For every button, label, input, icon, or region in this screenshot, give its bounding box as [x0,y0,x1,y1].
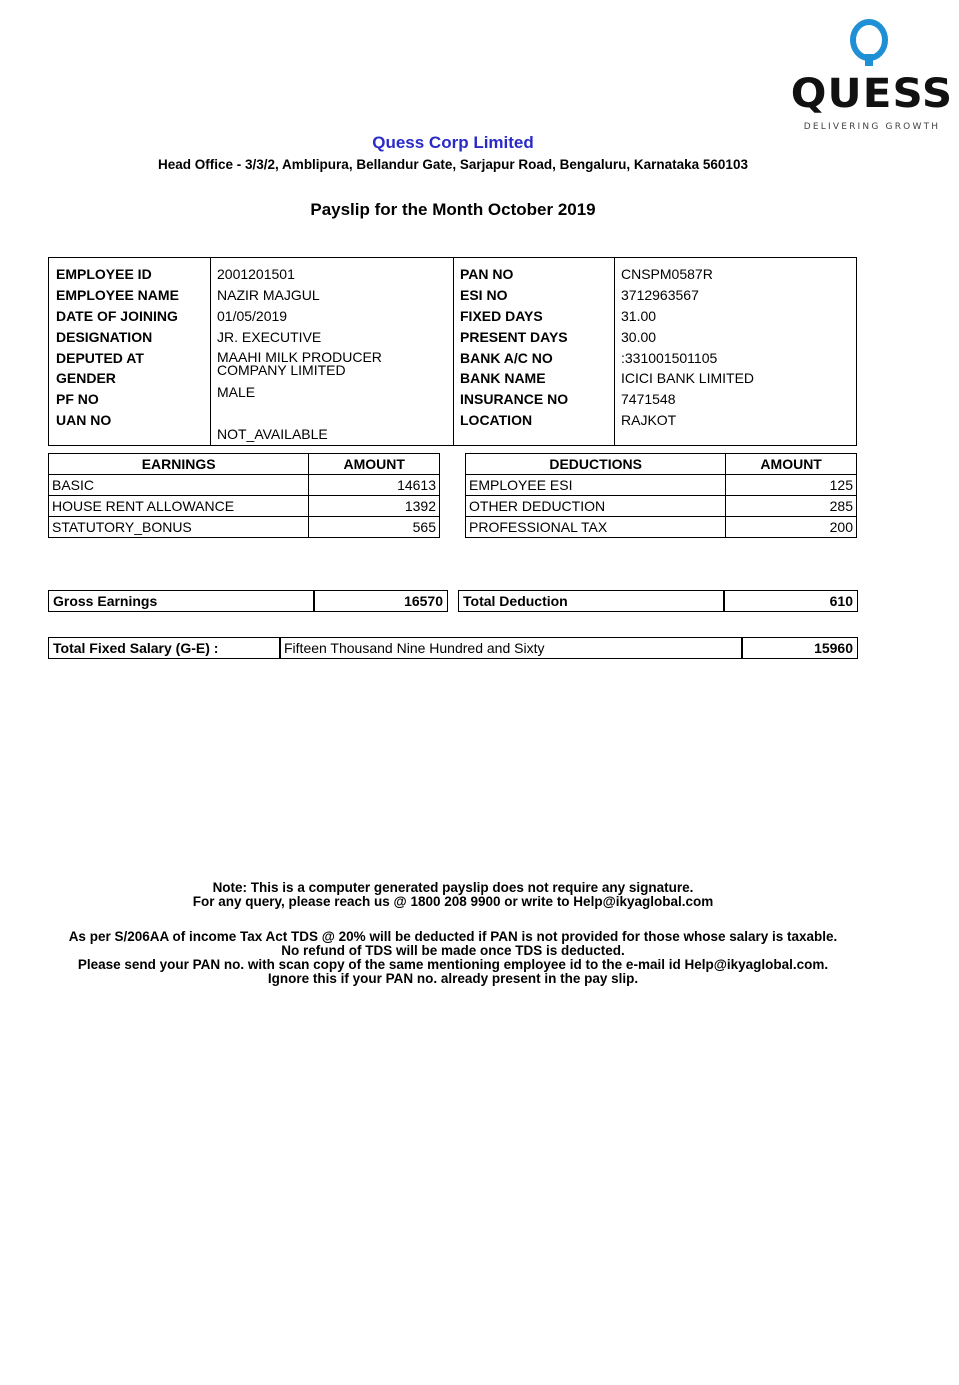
table-row [49,475,440,496]
logo-tagline: DELIVERING GROWTH [803,122,941,132]
deduction-label: PROFESSIONAL TAX [466,517,726,538]
employee-id-label: EMPLOYEE ID [56,266,152,282]
note-signature: Note: This is a computer generated payslip does not require any signature. [212,880,694,895]
deputed-value: MAAHI MILK PRODUCER COMPANY LIMITED [217,349,382,378]
tds-note-3: Please send your PAN no. with scan copy of the same mentioning employee id to the e-mail id Help@ikyaglobal.com. [77,957,829,972]
gender-label: GENDER [56,370,116,386]
bank-ac-value: :331001501105 [621,350,718,366]
tds-note-2: No refund of TDS will be made once TDS is deducted. [281,943,625,958]
table-row [49,496,440,517]
total-deduction-label-cell [458,590,725,612]
esi-label: ESI NO [460,287,508,303]
gross-earnings-label-cell [48,590,315,612]
quess-logo [790,18,954,132]
employee-info-box [48,257,857,446]
present-days-label: PRESENT DAYS [460,329,568,345]
gross-earnings-value-cell [313,590,448,612]
location-label: LOCATION [460,412,533,428]
deduction-label: EMPLOYEE ESI [466,475,726,496]
deductions-header: DEDUCTIONS [466,454,726,475]
present-days-value: 30.00 [621,329,657,345]
fixed-salary-words: Fifteen Thousand Nine Hundred and Sixty [284,640,545,656]
fixed-days-value: 31.00 [621,308,657,324]
logo-wordmark: QUESS [790,71,954,117]
note-contact: For any query, please reach us @ 1800 208 9900 or write to Help@ikyaglobal.com [192,894,714,909]
deduction-amount: 200 [726,517,857,538]
table-row [466,496,857,517]
bank-name-label: BANK NAME [460,370,546,386]
total-deduction-label: Total Deduction [463,593,568,609]
gross-earnings-label: Gross Earnings [53,593,158,609]
insurance-label: INSURANCE NO [460,391,569,407]
fixed-salary-label: Total Fixed Salary (G-E) : [53,640,219,656]
fixed-salary-words-cell [279,637,743,659]
fixed-salary-value-cell [741,637,858,659]
table-row [49,517,440,538]
gross-earnings-value: 16570 [404,593,443,609]
table-row [466,517,857,538]
deputed-label: DEPUTED AT [56,350,144,366]
total-deduction-value: 610 [829,593,853,609]
employee-name-label: EMPLOYEE NAME [56,287,179,303]
insurance-value: 7471548 [621,391,676,407]
divider [210,258,211,445]
fixed-salary-label-cell [48,637,281,659]
pf-label: PF NO [56,391,99,407]
quess-q-icon [848,18,894,68]
gender-value: MALE [217,384,256,400]
earnings-amount-header: AMOUNT [309,454,440,475]
earning-amount: 14613 [309,475,440,496]
tds-note-1: As per S/206AA of income Tax Act TDS @ 20% will be deducted if PAN is not provided for those whose salary is taxable. [68,929,838,944]
bank-ac-label: BANK A/C NO [460,350,553,366]
pan-label: PAN NO [460,266,514,282]
fixed-days-label: FIXED DAYS [460,308,543,324]
earning-label: BASIC [49,475,309,496]
divider [614,258,615,445]
esi-value: 3712963567 [621,287,699,303]
divider [453,258,454,445]
deduction-amount: 285 [726,496,857,517]
earning-amount: 565 [309,517,440,538]
deductions-amount-header: AMOUNT [726,454,857,475]
tds-note-4: Ignore this if your PAN no. already present in the pay slip. [267,971,639,986]
doj-value: 01/05/2019 [217,308,288,324]
earning-amount: 1392 [309,496,440,517]
designation-label: DESIGNATION [56,329,153,345]
deductions-table [465,453,857,538]
earning-label: STATUTORY_BONUS [49,517,309,538]
doj-label: DATE OF JOINING [56,308,178,324]
company-address: Head Office - 3/3/2, Amblipura, Bellandur Gate, Sarjapur Road, Bengaluru, Karnataka 560103 [158,157,748,172]
designation-value: JR. EXECUTIVE [217,329,322,345]
employee-name-value: NAZIR MAJGUL [217,287,320,303]
payslip-title: Payslip for the Month October 2019 [310,200,596,219]
fixed-salary-value: 15960 [814,640,853,656]
earnings-table [48,453,440,538]
bank-name-value: ICICI BANK LIMITED [621,370,755,386]
pan-value: CNSPM0587R [621,266,713,282]
uan-value: NOT_AVAILABLE [217,426,328,442]
location-value: RAJKOT [621,412,677,428]
earnings-header: EARNINGS [49,454,309,475]
earning-label: HOUSE RENT ALLOWANCE [49,496,309,517]
deduction-amount: 125 [726,475,857,496]
company-name: Quess Corp Limited [372,133,534,152]
total-deduction-value-cell [723,590,858,612]
table-row [466,475,857,496]
uan-label: UAN NO [56,412,112,428]
deduction-label: OTHER DEDUCTION [466,496,726,517]
employee-id-value: 2001201501 [217,266,295,282]
